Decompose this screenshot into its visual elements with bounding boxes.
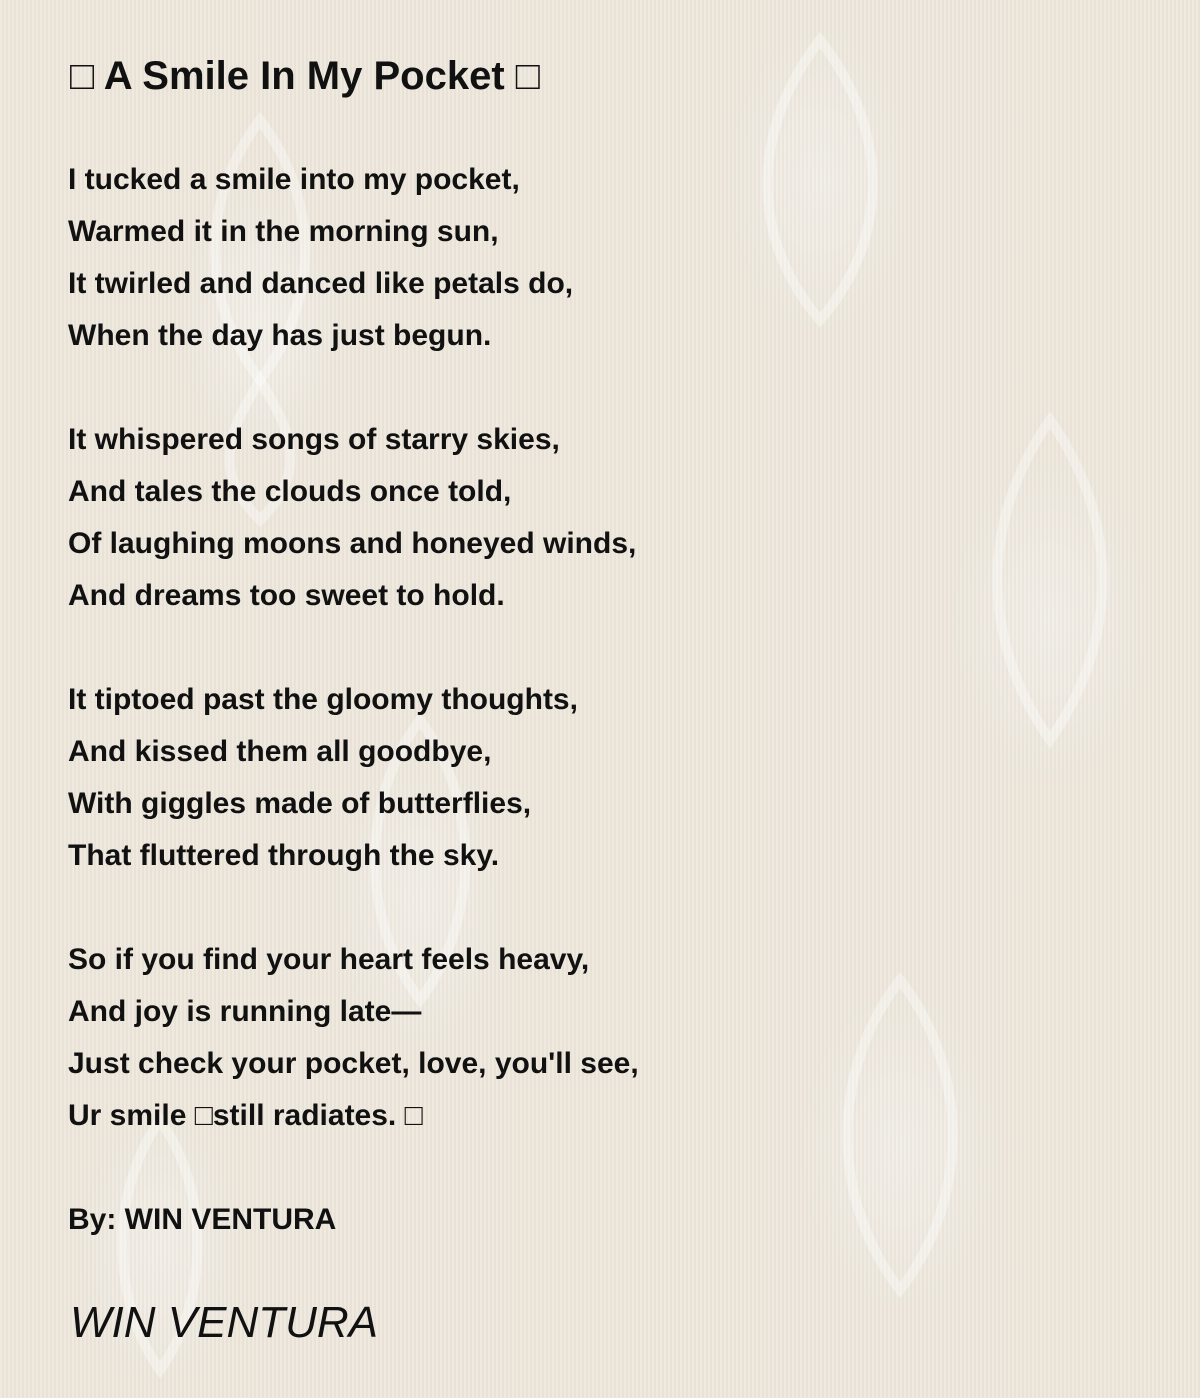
poem-line: Ur smile □still radiates. □ <box>68 1099 423 1132</box>
stanza <box>68 934 968 1142</box>
stanza <box>68 414 968 622</box>
poem-line: When the day has just begun. <box>68 319 492 352</box>
author-name[interactable]: WIN VENTURA <box>70 1298 378 1347</box>
poem-line: And tales the clouds once told, <box>68 475 512 508</box>
poem-line: Of laughing moons and honeyed winds, <box>68 527 637 560</box>
stanza <box>68 154 968 362</box>
poem-line: I tucked a smile into my pocket, <box>68 163 520 196</box>
stanza <box>68 674 968 882</box>
poem-line: Just check your pocket, love, you'll see, <box>68 1047 639 1080</box>
poem-line: It twirled and danced like petals do, <box>68 267 574 300</box>
poem-line: So if you find your heart feels heavy, <box>68 943 590 976</box>
poem-body <box>68 154 968 1246</box>
poem-line: And kissed them all goodbye, <box>68 735 492 768</box>
poem-line: And dreams too sweet to hold. <box>68 579 505 612</box>
poem-line: That fluttered through the sky. <box>68 839 500 872</box>
poem-line: It whispered songs of starry skies, <box>68 423 560 456</box>
poem-line: Warmed it in the morning sun, <box>68 215 499 248</box>
poem-line: It tiptoed past the gloomy thoughts, <box>68 683 578 716</box>
poem-line: And joy is running late— <box>68 995 422 1028</box>
poem-line: With giggles made of butterflies, <box>68 787 532 820</box>
poem-byline: By: WIN VENTURA <box>68 1203 337 1236</box>
poem-title: □ A Smile In My Pocket □ <box>70 54 540 98</box>
